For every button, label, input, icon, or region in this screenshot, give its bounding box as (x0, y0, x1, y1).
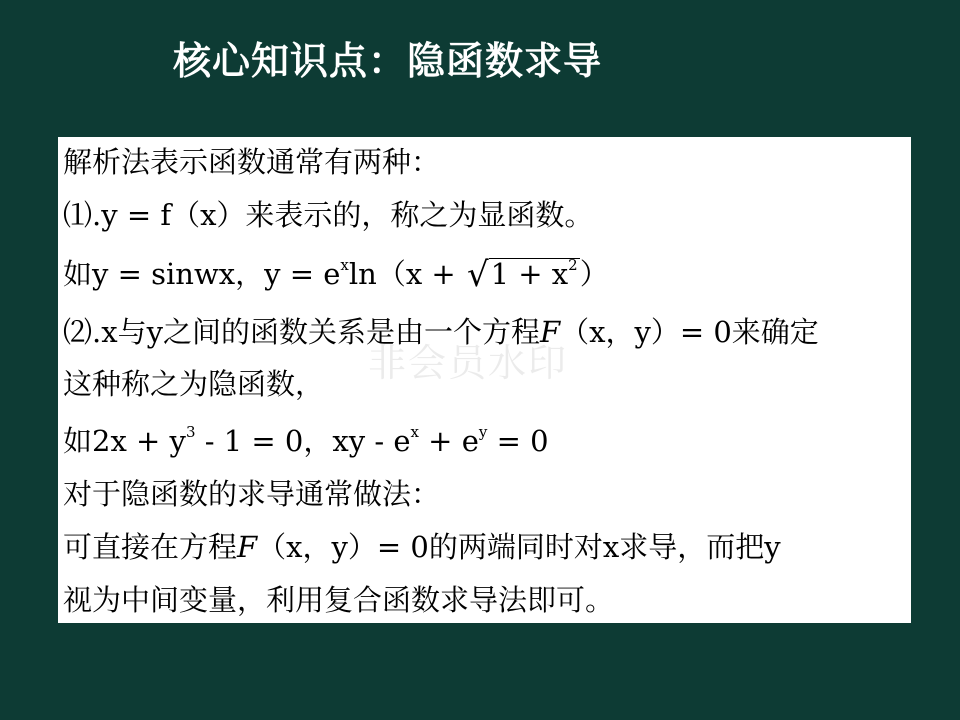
superscript: 2 (568, 256, 578, 274)
formula-text: ln（x + (348, 257, 465, 291)
superscript: 3 (185, 423, 196, 441)
text-line-4 (63, 314, 819, 350)
formula-text: - 1 = 0，xy - e (195, 424, 411, 458)
radicand: 1 + x (490, 257, 569, 291)
text-line-9: 视为中间变量，利用复合函数求导法即可。 (63, 583, 615, 617)
formula-text: 可直接在方程 (63, 530, 238, 564)
formula-text: + e (418, 424, 479, 458)
superscript: x (410, 423, 419, 441)
formula-text: （x，y）= 0的两端同时对x求导，而把y (257, 530, 781, 564)
text-line-7: 对于隐函数的求导通常做法： (63, 477, 441, 511)
text-line-5: 这种称之为隐函数， (63, 367, 325, 401)
formula-text: ⑵.x与y之间的函数关系是由一个方程 (63, 315, 540, 349)
superscript: y (478, 423, 488, 441)
text-line-3 (63, 256, 609, 293)
superscript: x (340, 256, 349, 274)
text-line-6 (63, 423, 549, 459)
text-line-1: 解析法表示函数通常有两种： (63, 145, 441, 179)
text-line-8 (63, 529, 781, 565)
sqrt-expression (465, 256, 580, 293)
content-box (58, 137, 911, 623)
text-line-2: ⑴.y = f（x）来表示的，称之为显函数。 (63, 198, 594, 232)
formula-text: （x，y）= 0来确定 (560, 315, 819, 349)
formula-symbol: F (539, 315, 561, 349)
formula-text: = 0 (487, 424, 549, 458)
formula-text: ） (579, 257, 609, 291)
formula-symbol: F (237, 530, 258, 564)
watermark: 非会员水印 (368, 341, 569, 385)
sqrt-icon: √ (466, 255, 489, 295)
formula-text: 如y = sinwx，y = e (63, 257, 341, 291)
formula-text: 如2x + y (63, 424, 186, 458)
slide-title: 核心知识点：隐函数求导 (173, 39, 603, 83)
